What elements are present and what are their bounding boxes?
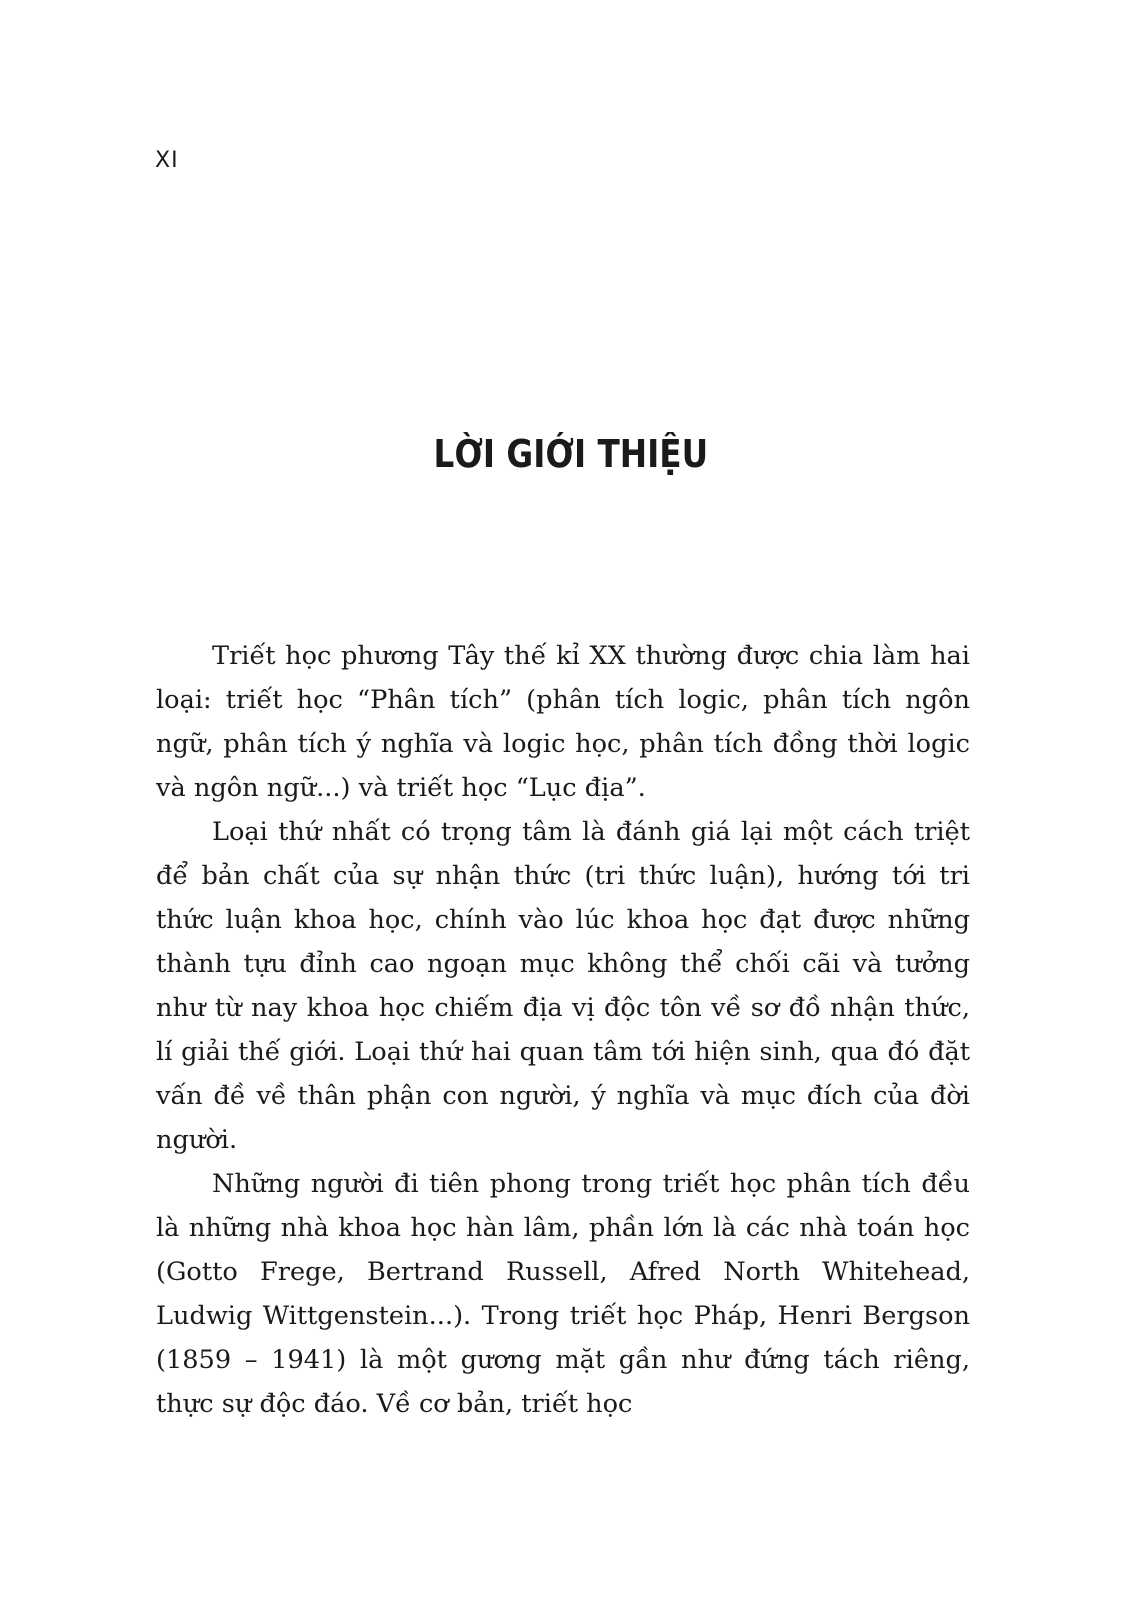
chapter-title: LỜI GIỚI THIỆU [433, 432, 709, 476]
paragraph: Loại thứ nhất có trọng tâm là đánh giá lại một cách triệt để bản chất của sự nhận thức (tri thức luận), hướng tới tri thức luận khoa học, chính vào lúc khoa học đạt được những thành tựu đỉnh cao ngoạn mục không thể chối cãi và tưởng như từ nay khoa học chiếm địa vị độc tôn về sơ đồ nhận thức, lí giải thế giới. Loại thứ hai quan tâm tới hiện sinh, qua đó đặt vấn đề về thân phận con người, ý nghĩa và mục đích của đời người. [156, 817, 970, 1155]
body-text [156, 634, 970, 1426]
paragraph: Triết học phương Tây thế kỉ XX thường được chia làm hai loại: triết học “Phân tích” (phân tích logic, phân tích ngôn ngữ, phân tích ý nghĩa và logic học, phân tích đồng thời logic và ngôn ngữ...) và triết học “Lục địa”. [156, 641, 970, 803]
page-number: XI [155, 148, 179, 173]
paragraph: Những người đi tiên phong trong triết học phân tích đều là những nhà khoa học hàn lâm, phần lớn là các nhà toán học (Gotto Frege, Bertrand Russell, Afred North Whitehead, Ludwig Wittgenstein...). Trong triết học Pháp, Henri Bergson (1859 – 1941) là một gương mặt gần như đứng tách riêng, thực sự độc đáo. Về cơ bản, triết học [156, 1169, 970, 1419]
